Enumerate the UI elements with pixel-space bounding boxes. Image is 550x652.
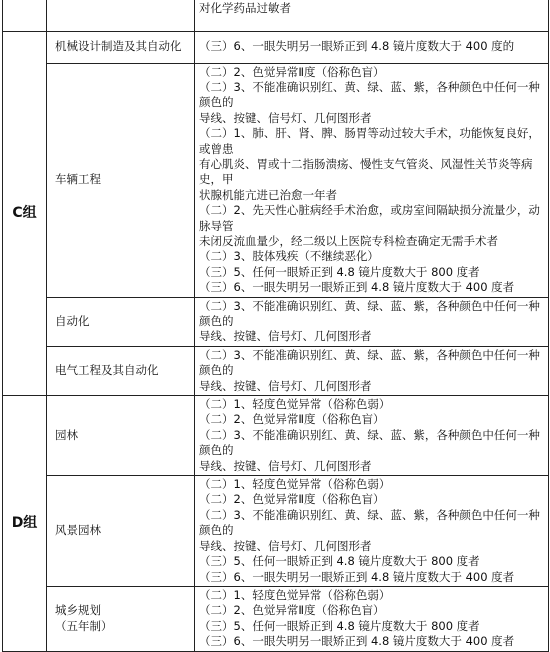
requirement-line: （二）1、轻度色觉异常（俗称色弱） xyxy=(199,397,391,412)
table-row xyxy=(3,476,549,587)
requirement-cell xyxy=(195,297,549,346)
requirement-line: （三）5、任何一眼矫正到 4.8 镜片度数大于 800 度者 xyxy=(199,554,480,569)
table-row xyxy=(3,0,549,31)
major-name-cell xyxy=(47,346,195,395)
requirement-line: 导线、按键、信号灯、几何图形者 xyxy=(199,378,372,393)
table-row xyxy=(3,63,549,297)
major-name-cell xyxy=(47,476,195,587)
requirement-cell xyxy=(195,31,549,63)
requirement-line: 对化学药品过敏者 xyxy=(199,1,291,15)
restriction-table xyxy=(2,0,549,652)
requirement-line: 状腺机能亢进已治愈一年者 xyxy=(199,187,337,202)
table-row xyxy=(3,297,549,346)
requirement-line: 导线、按键、信号灯、几何图形者 xyxy=(199,458,372,473)
table-row xyxy=(3,31,549,63)
major-name-cell xyxy=(47,396,195,476)
requirement-line: 导线、按键、信号灯、几何图形者 xyxy=(199,538,372,553)
major-name-cell xyxy=(47,586,195,651)
requirement-line: （二）1、轻度色觉异常（俗称色弱） xyxy=(199,477,391,492)
requirement-cell xyxy=(195,0,549,31)
requirement-line: （三）5、任何一眼矫正到 4.8 镜片度数大于 800 度者 xyxy=(199,264,480,279)
requirement-line: 导线、按键、信号灯、几何图形者 xyxy=(199,110,372,125)
group-cell-empty xyxy=(3,0,47,31)
table-row xyxy=(3,396,549,476)
requirement-line: 有心肌炎、胃或十二指肠溃疡、慢性支气管炎、风湿性关节炎等病史，甲 xyxy=(199,156,533,187)
major-cell-empty xyxy=(47,0,195,31)
major-name-note: （五年制） xyxy=(55,618,113,633)
group-label: D组 xyxy=(3,396,47,652)
table-row xyxy=(3,586,549,651)
requirement-line: （二）1、轻度色觉异常（俗称色弱） xyxy=(199,587,391,602)
requirement-line: （三）5、任何一眼矫正到 4.8 镜片度数大于 800 度者 xyxy=(199,618,480,633)
major-name: 车辆工程 xyxy=(55,172,101,187)
requirement-line: （二）1、肺、肝、肾、脾、肠胃等动过较大手术，功能恢复良好，或曾患 xyxy=(199,126,540,156)
requirement-line: （二）3、不能准确识别红、黄、绿、蓝、紫，各种颜色中任何一种颜色的 xyxy=(199,347,540,378)
requirement-line: （三）6、一眼失明另一眼矫正到 4.8 镜片度数大于 400 度者 xyxy=(199,280,515,295)
requirement-line: （二）3、不能准确识别红、黄、绿、蓝、紫，各种颜色中任何一种颜色的 xyxy=(199,507,540,538)
major-name-cell xyxy=(47,297,195,346)
document-page xyxy=(2,0,548,652)
group-label: C组 xyxy=(3,31,47,396)
requirement-line: （二）2、色觉异常Ⅱ度（俗称色盲） xyxy=(199,412,385,427)
requirement-line: （二）3、不能准确识别红、黄、绿、蓝、紫，各种颜色中任何一种颜色的 xyxy=(199,298,540,328)
requirement-cell xyxy=(195,476,549,587)
major-name-cell xyxy=(47,31,195,63)
requirement-line: （二）2、色觉异常Ⅱ度（俗称色盲） xyxy=(199,64,385,79)
major-name: 机械设计制造及其自动化 xyxy=(55,39,182,54)
requirement-line: （三）6、一眼失明另一眼矫正到 4.8 镜片度数大于 400 度的 xyxy=(199,39,515,54)
requirement-line: （二）2、先天性心脏病经手术治愈，或房室间隔缺损分流量少，动脉导管 xyxy=(199,203,540,233)
major-name: 风景园林 xyxy=(55,523,101,538)
requirement-line: （三）6、一眼失明另一眼矫正到 4.8 镜片度数大于 400 度者 xyxy=(199,634,515,649)
major-name: 电气工程及其自动化 xyxy=(55,363,159,378)
requirement-line: （二）3、不能准确识别红、黄、绿、蓝、紫，各种颜色中任何一种颜色的 xyxy=(199,79,540,110)
major-name-cell xyxy=(47,63,195,297)
requirement-line: （二）3、肢体残疾（不继续恶化） xyxy=(199,249,379,264)
table-row xyxy=(3,346,549,395)
requirement-cell xyxy=(195,346,549,395)
requirement-line: （二）2、色觉异常Ⅱ度（俗称色盲） xyxy=(199,492,385,507)
major-name: 园林 xyxy=(55,427,78,442)
requirement-line: （二）2、色觉异常Ⅱ度（俗称色盲） xyxy=(199,603,385,618)
requirement-cell xyxy=(195,63,549,297)
requirement-line: 导线、按键、信号灯、几何图形者 xyxy=(199,329,372,344)
requirement-cell xyxy=(195,396,549,476)
major-name: 城乡规划 xyxy=(55,603,101,618)
requirement-cell xyxy=(195,586,549,651)
requirement-line: （二）3、不能准确识别红、黄、绿、蓝、紫，各种颜色中任何一种颜色的 xyxy=(199,427,540,458)
requirement-line: （三）6、一眼失明另一眼矫正到 4.8 镜片度数大于 400 度者 xyxy=(199,569,515,584)
requirement-line: 未闭反流血量少，经二级以上医院专科检查确定无需手术者 xyxy=(199,233,498,248)
major-name: 自动化 xyxy=(55,314,90,328)
